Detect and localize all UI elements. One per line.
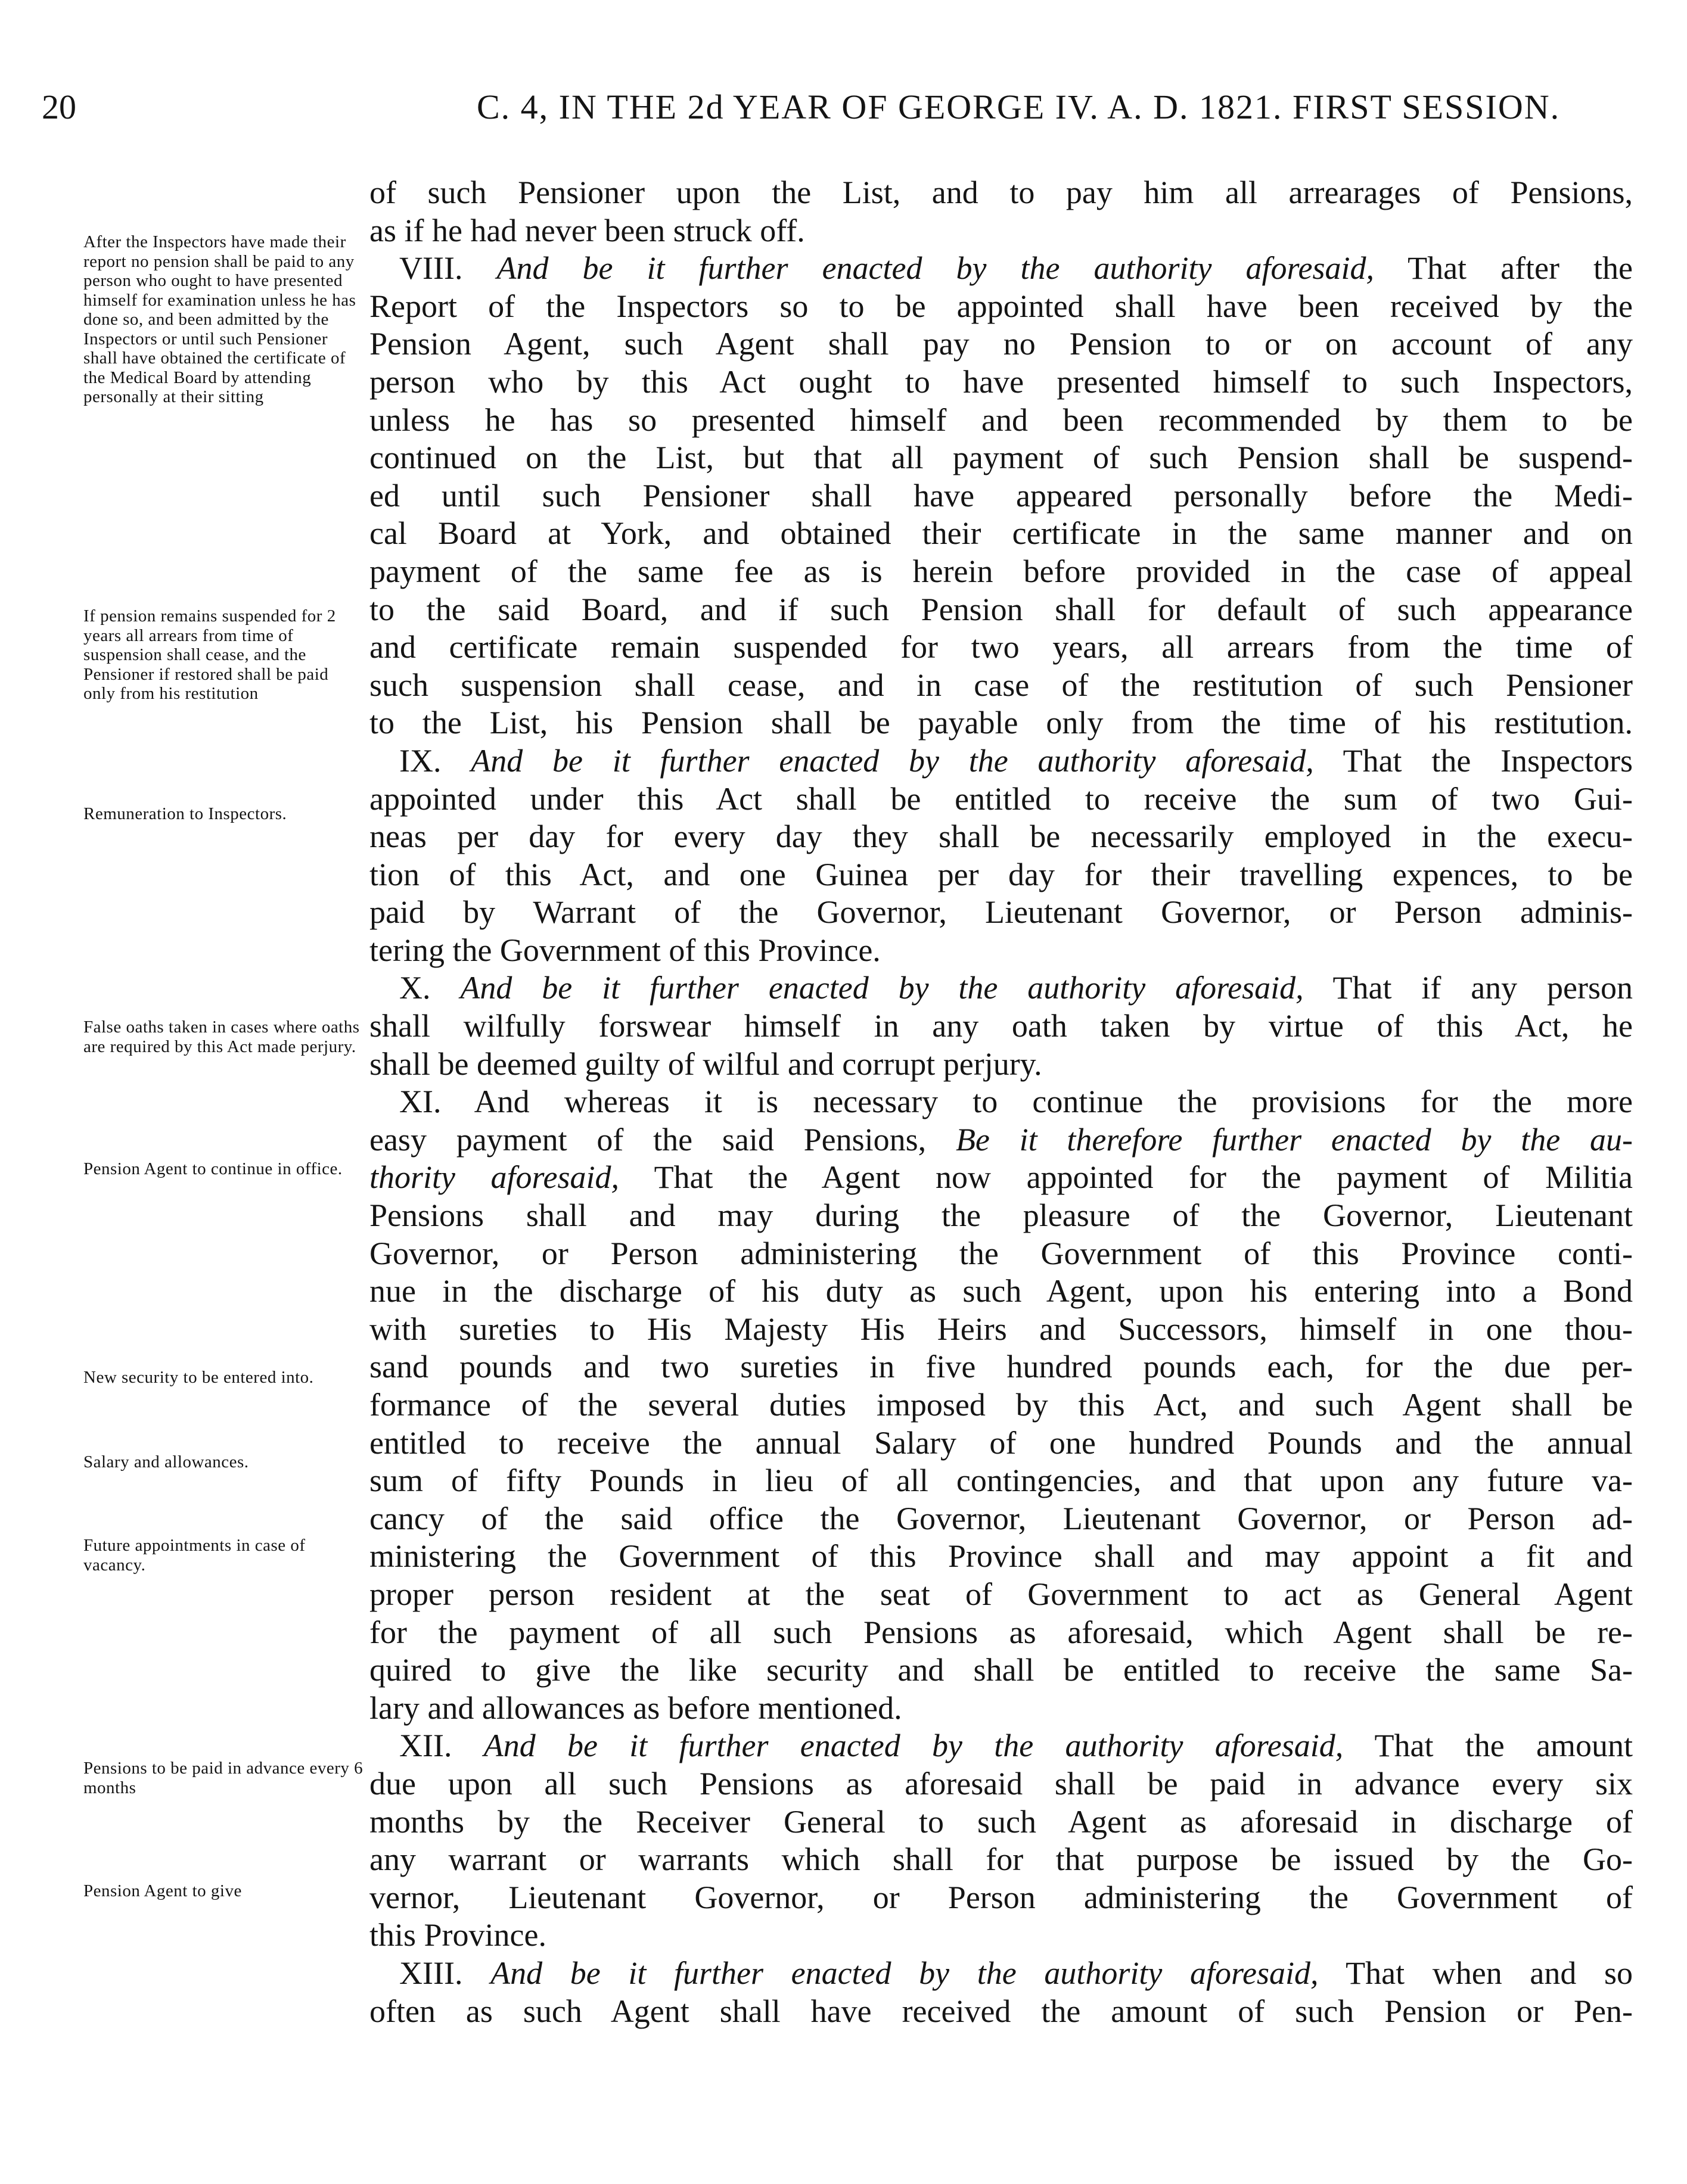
text-line: Pensions shall and may during the pleasure of the Governor, Lieutenant: [369, 1197, 1633, 1234]
text-line: with sureties to His Majesty His Heirs and Successors, himself in one thou-: [369, 1311, 1633, 1347]
text-line: lary and allowances as before mentioned.: [369, 1690, 902, 1726]
section-xi-heading: XI. And whereas it is necessary to continue the provisions for the more: [399, 1084, 1633, 1120]
text-line: thority aforesaid, That the Agent now appointed for the payment of Militia: [369, 1159, 1633, 1196]
text-line: of such Pensioner upon the List, and to pay him all arrearages of Pensions,: [369, 175, 1633, 210]
act-body-text: [369, 174, 1633, 2030]
section-ix-heading: IX. And be it further enacted by the authority aforesaid, That the Inspectors: [399, 742, 1633, 779]
text-line: neas per day for every day they shall be necessarily employed in the execu-: [369, 819, 1633, 855]
text-line: ministering the Government of this Province shall and may appoint a fit and: [369, 1538, 1633, 1575]
text-line: such suspension shall cease, and in case of the restitution of such Pensioner: [369, 667, 1633, 703]
margin-note-remuneration: Remuneration to Inspectors.: [83, 804, 287, 823]
margin-note-false-oaths: False oaths taken in cases where oaths are required by this Act made perjury.: [83, 1018, 360, 1056]
page-number: 20: [42, 88, 76, 126]
text-line: shall be deemed guilty of wilful and corrupt perjury.: [369, 1046, 1042, 1082]
text-line: months by the Receiver General to such Agent as aforesaid in discharge of: [369, 1803, 1633, 1840]
text-line: due upon all such Pensions as aforesaid shall be paid in advance every six: [369, 1765, 1633, 1802]
text-line: Governor, or Person administering the Government of this Province conti-: [369, 1235, 1633, 1271]
text-line: vernor, Lieutenant Governor, or Person administering the Government of: [369, 1879, 1633, 1915]
page-header: [42, 83, 1621, 131]
text-line: appointed under this Act shall be entitled to receive the sum of two Gui-: [369, 780, 1633, 817]
margin-note-new-security: New security to be entered into.: [83, 1368, 314, 1387]
text-line: for the payment of all such Pensions as aforesaid, which Agent shall be re-: [369, 1614, 1633, 1650]
text-line: continued on the List, but that all payment of such Pension shall be suspend-: [369, 440, 1633, 476]
text-line: unless he has so presented himself and been recommended by them to be: [369, 402, 1633, 438]
text-line: this Province.: [369, 1917, 546, 1953]
margin-note-agent-continue: Pension Agent to continue in office.: [83, 1159, 343, 1178]
running-head: C. 4, IN THE 2d YEAR OF GEORGE IV. A. D. 1821. FIRST SESSION.: [477, 88, 1561, 126]
text-line: tering the Government of this Province.: [369, 932, 881, 968]
text-line: nue in the discharge of his duty as such Agent, upon his entering into a Bond: [369, 1273, 1633, 1309]
text-line: often as such Agent shall have received the amount of such Pension or Pen-: [369, 1993, 1633, 2029]
margin-note-agent-give: Pension Agent to give: [83, 1881, 242, 1900]
text-line: Report of the Inspectors so to be appointed shall have been received by the: [369, 288, 1633, 324]
text-line: easy payment of the said Pensions, Be it therefore further enacted by the au-: [369, 1121, 1633, 1158]
text-line: entitled to receive the annual Salary of one hundred Pounds and the annual: [369, 1424, 1633, 1461]
text-line: any warrant or warrants which shall for that purpose be issued by the Go-: [369, 1841, 1633, 1878]
text-line: person who by this Act ought to have presented himself to such Inspectors,: [369, 363, 1633, 400]
text-line: formance of the several duties imposed by this Act, and such Agent shall be: [369, 1387, 1633, 1423]
text-line: cal Board at York, and obtained their certificate in the same manner and on: [369, 515, 1633, 552]
text-line: payment of the same fee as is herein before provided in the case of appeal: [369, 553, 1633, 589]
text-line: to the List, his Pension shall be payable only from the time of his restitution.: [369, 705, 1633, 741]
text-line: sum of fifty Pounds in lieu of all contingencies, and that upon any future va-: [369, 1463, 1633, 1499]
margin-note-advance-payment: Pensions to be paid in advance every 6 months: [83, 1759, 364, 1797]
text-line: as if he had never been struck off.: [369, 212, 805, 248]
section-xii-heading: XII. And be it further enacted by the authority aforesaid, That the amount: [399, 1728, 1633, 1764]
margin-note-salary: Salary and allowances.: [83, 1452, 249, 1471]
section-xiii-heading: XIII. And be it further enacted by the authority aforesaid, That when and so: [399, 1955, 1633, 1991]
margin-note-future-appointments: Future appointments in case of vacancy.: [83, 1536, 306, 1575]
text-line: to the said Board, and if such Pension shall for default of such appearance: [369, 591, 1633, 627]
text-line: cancy of the said office the Governor, Lieutenant Governor, or Person ad-: [369, 1500, 1633, 1536]
text-line: and certificate remain suspended for two years, all arrears from the time of: [369, 629, 1633, 665]
text-line: paid by Warrant of the Governor, Lieutenant Governor, or Person adminis-: [369, 894, 1633, 931]
text-line: Pension Agent, such Agent shall pay no Pension to or on account of any: [369, 326, 1633, 362]
section-viii-heading: VIII. And be it further enacted by the authority aforesaid, That after the: [399, 250, 1633, 287]
text-line: ed until such Pensioner shall have appeared personally before the Medi-: [369, 477, 1633, 514]
margin-note-pension-suspended: If pension remains suspended for 2 years all arrears from time of suspension shall cease, and the Pensioner if restored shall be paid only from his restitution: [83, 606, 336, 703]
text-line: tion of this Act, and one Guinea per day for their travelling expences, to be: [369, 856, 1633, 892]
text-line: sand pounds and two sureties in five hundred pounds each, for the due per-: [369, 1349, 1633, 1385]
margin-note-inspector-report: After the Inspectors have made their report no pension shall be paid to any person who ought to have presented himself for examination unless he has done so, and been admitted by the Inspectors or until such Pensioner shall have obtained the certificate of the Medical Board by attending personally at their sitting: [83, 232, 356, 406]
text-line: shall wilfully forswear himself in any oath taken by virtue of this Act, he: [369, 1008, 1633, 1044]
section-x-heading: X. And be it further enacted by the authority aforesaid, That if any person: [399, 970, 1633, 1006]
text-line: proper person resident at the seat of Government to act as General Agent: [369, 1576, 1633, 1612]
text-line: quired to give the like security and shall be entitled to receive the same Sa-: [369, 1652, 1633, 1688]
